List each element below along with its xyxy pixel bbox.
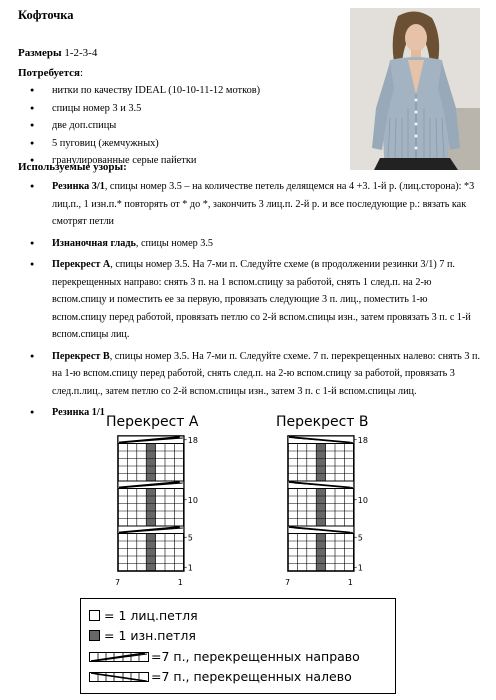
legend-text: =7 п., перекрещенных направо: [151, 649, 360, 664]
pattern-text: , спицы номер 3.5. На 7-ми п. Следуйте схеме (в продолжении резинки 3/1) 7 п. перекрещенных направо: снять 3 п. на 1 вспом.спицу за работой, снять 1 след.п. на 2-ю вспом.спицу и поместить ее за первую, провязать следующие 3 п. лиц., поместить 1-ю вспом.спицу перед работой, провязать петлю со 2-й вспом.спицы изн., затем провязать 3 п. с 1-й вспом.спицы лиц.: [52, 259, 471, 340]
column-number: 7: [115, 578, 121, 587]
list-item: [30, 235, 482, 253]
sizes-value: 1-2-3-4: [61, 47, 98, 59]
pattern-name: Изнаночная гладь: [52, 237, 136, 249]
list-item: ● 5 пуговиц (жемчужных): [30, 135, 350, 153]
legend-cross-left: [89, 668, 352, 686]
materials-heading-text: Потребуется: [18, 67, 80, 79]
knit-stitch-symbol: [89, 610, 100, 621]
cross-right-symbol: [89, 650, 149, 664]
row-number: 10: [357, 496, 368, 505]
materials-heading-colon: :: [79, 67, 84, 79]
pattern-text: , спицы номер 3.5. На 7-ми п. Следуйте схеме. 7 п. перекрещенных налево: снять 3 п. на 1-ю вспом.спицу перед работой, снять след.п. на 2-ю вспом.спицу за работой, провязать 3 след.п.лиц., затем петлю со 2-й вспом.спицы изн., затем 3 п. с 1-й вспом.спицы лиц.: [52, 350, 480, 397]
knitting-charts: [100, 408, 380, 598]
purl-stitch-symbol: [89, 630, 100, 641]
legend-purl: [89, 627, 196, 645]
materials-list: [30, 82, 350, 170]
legend-cross-right: [89, 648, 360, 666]
pattern-name: Перекрест А: [52, 259, 111, 270]
sizes-line: [18, 47, 97, 59]
chart-title: Перекрест В: [276, 414, 369, 430]
row-number: 1: [187, 563, 193, 573]
pattern-text: , спицы номер 3.5: [135, 237, 213, 249]
row-number: 5: [357, 533, 363, 543]
pattern-name: Резинка 1/1: [52, 407, 105, 418]
pattern-name: Резинка 3/1: [52, 181, 105, 192]
row-number: 18: [187, 436, 198, 445]
chart-legend: [80, 598, 396, 694]
row-number: 18: [357, 436, 368, 445]
list-item: ● гранулированные серые пайетки: [30, 152, 350, 170]
list-item: ● нитки по качеству IDEAL (10-10-11-12 мотков): [30, 82, 350, 100]
column-number: 1: [177, 578, 183, 587]
legend-text: = 1 изн.петля: [104, 628, 196, 643]
legend-text: =7 п., перекрещенных налево: [151, 669, 352, 684]
pattern-text: , спицы номер 3.5 – на количестве петель делящемся на 4 +3. 1-й р. (лиц.сторона): *3 лиц.п., 1 изн.п.* повторять от * до *, закончить 3 лиц.п. 2-й р. и все последующие р.: вязать как смотрят петли: [52, 181, 475, 227]
chart-title: Перекрест А: [106, 414, 199, 430]
patterns-heading: Используемые узоры:: [18, 161, 127, 173]
list-item: [30, 256, 482, 344]
list-item: [30, 178, 482, 231]
row-number: 10: [187, 496, 198, 505]
row-number: 1: [357, 563, 363, 573]
patterns-list: [30, 178, 482, 426]
model-photo: [350, 8, 480, 170]
legend-text: = 1 лиц.петля: [104, 608, 198, 623]
column-number: 1: [347, 578, 353, 587]
materials-heading: [18, 67, 83, 79]
document-title: Кофточка: [18, 8, 74, 22]
row-number: 5: [187, 533, 193, 543]
list-item: ● две доп.спицы: [30, 117, 350, 135]
list-item: [30, 348, 482, 401]
column-number: 7: [285, 578, 291, 587]
cross-left-symbol: [89, 670, 149, 684]
sizes-label: Размеры: [18, 47, 62, 59]
legend-knit: [89, 607, 198, 625]
pattern-name: Перекрест В: [52, 350, 110, 362]
list-item: ● спицы номер 3 и 3.5: [30, 100, 350, 118]
